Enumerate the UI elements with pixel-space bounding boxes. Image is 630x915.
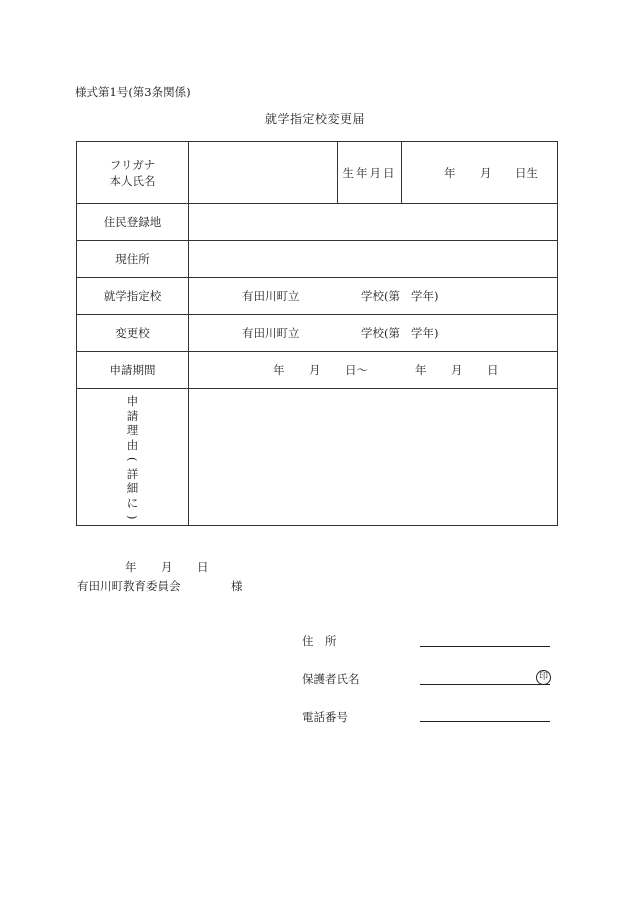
address-line[interactable] <box>420 646 550 647</box>
row-designated-school <box>77 278 558 315</box>
reason-char: ( <box>125 457 140 462</box>
furigana-label: フリガナ <box>109 157 156 172</box>
address-label: 住 所 <box>302 634 337 648</box>
date-month: 月 <box>161 560 173 574</box>
addressee-honorific: 様 <box>231 579 243 593</box>
designated-school-school: 学校(第 <box>361 289 400 303</box>
period-label: 申請期間 <box>77 352 189 389</box>
registered-address-field[interactable] <box>189 204 558 241</box>
reason-char: 請 <box>126 408 139 423</box>
date-day: 日 <box>197 560 209 574</box>
period-field[interactable] <box>189 352 558 389</box>
changed-school-grade: 学年) <box>411 326 439 340</box>
reason-char: 由 <box>126 437 139 452</box>
reason-label <box>77 394 188 525</box>
guardian-name-line[interactable] <box>420 684 550 685</box>
reason-label-cell <box>77 389 189 526</box>
reason-char: ) <box>125 515 140 520</box>
reason-char: 細 <box>126 481 139 495</box>
changed-school-label: 変更校 <box>77 315 189 352</box>
row-changed-school <box>77 315 558 352</box>
row-registered-address <box>77 204 558 241</box>
dob-field[interactable] <box>402 142 558 204</box>
designated-school-field[interactable] <box>189 278 558 315</box>
designated-school-town: 有田川町立 <box>242 289 300 303</box>
name-label-cell <box>77 142 189 204</box>
reason-char: 理 <box>126 423 139 437</box>
row-reason <box>77 389 558 526</box>
application-table <box>76 141 558 526</box>
period-end-year: 年 <box>415 363 427 377</box>
name-field[interactable] <box>189 142 338 204</box>
name-label: 本人氏名 <box>109 173 156 188</box>
dob-year: 年 <box>444 165 456 180</box>
phone-label: 電話番号 <box>302 710 348 724</box>
reason-char: に <box>126 495 139 510</box>
changed-school-town: 有田川町立 <box>242 326 300 340</box>
registered-address-label: 住民登録地 <box>77 204 189 241</box>
reason-field[interactable] <box>189 389 558 526</box>
dob-label: 生年月日 <box>342 165 397 180</box>
seal-mark: 印 <box>536 670 551 685</box>
phone-line[interactable] <box>420 721 550 722</box>
dob-day-born: 日生 <box>515 165 538 180</box>
designated-school-label: 就学指定校 <box>77 278 189 315</box>
period-end-day: 日 <box>487 363 499 377</box>
date-year: 年 <box>125 560 137 574</box>
period-end-month: 月 <box>451 363 463 377</box>
changed-school-school: 学校(第 <box>361 326 400 340</box>
period-start-month: 月 <box>309 363 321 377</box>
designated-school-grade: 学年) <box>411 289 439 303</box>
row-name <box>77 142 558 204</box>
form-title: 就学指定校変更届 <box>264 112 365 126</box>
reason-char: 詳 <box>126 466 139 481</box>
dob-month: 月 <box>480 165 492 180</box>
dob-label-cell <box>338 142 402 204</box>
period-start-year: 年 <box>273 363 285 377</box>
changed-school-field[interactable] <box>189 315 558 352</box>
form-number: 様式第1号(第3条関係) <box>75 85 191 99</box>
period-start-day: 日〜 <box>345 363 368 377</box>
guardian-label: 保護者氏名 <box>302 672 360 686</box>
addressee-org: 有田川町教育委員会 <box>77 579 181 593</box>
reason-char: 申 <box>126 394 139 408</box>
current-address-field[interactable] <box>189 241 558 278</box>
row-period <box>77 352 558 389</box>
row-current-address <box>77 241 558 278</box>
current-address-label: 現住所 <box>77 241 189 278</box>
